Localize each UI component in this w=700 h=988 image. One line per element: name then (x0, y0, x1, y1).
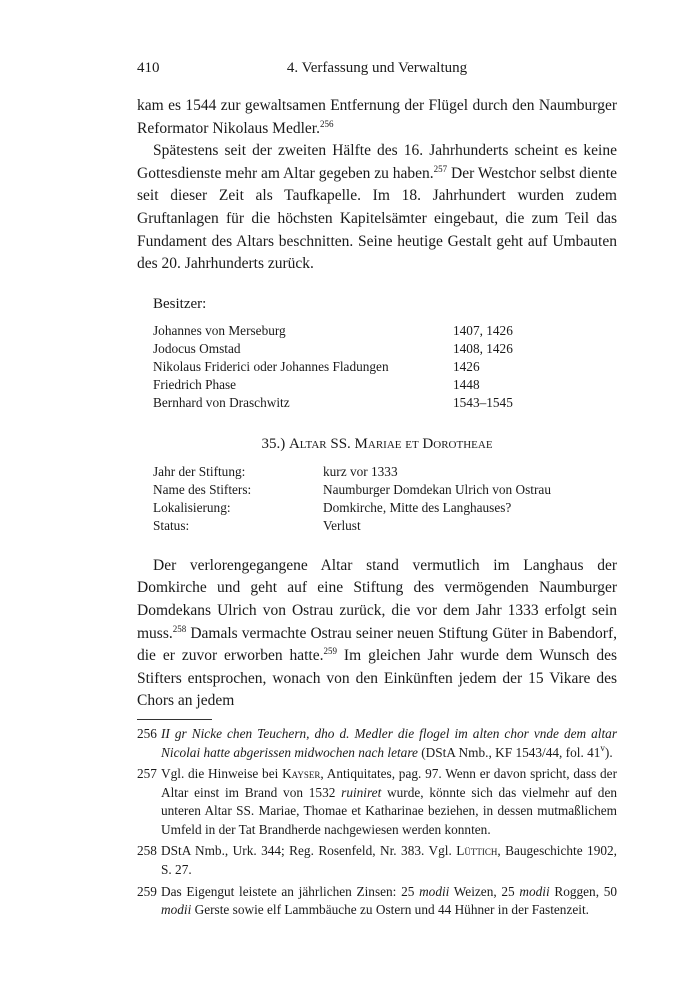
footnote-text-part: Roggen, 50 (549, 883, 618, 899)
italic-term: modii (519, 883, 550, 899)
footnote-259 (137, 883, 617, 920)
verso-mark: v (600, 742, 605, 753)
footnote-text-part: Gerste sowie elf Lammbäuche zu Ostern und 44 Hühner in der Fastenzeit. (191, 902, 589, 918)
fact-row (153, 517, 617, 535)
footnote-number: 258 (137, 843, 157, 859)
paragraph-text: Der verlorengegangene Altar stand vermutlich im Langhaus der Domkirche und geht auf eine Stiftung des vermögenden Naumburger Domdekans Ulrich von Ostrau zurück, die vor dem Jahr 1333 erfolgt sein muss. (137, 556, 617, 642)
footnote-ref-258[interactable]: 258 (172, 623, 187, 634)
fact-label: Status: (153, 517, 190, 533)
fact-value: Domkirche, Mitte des Langhauses? (323, 499, 512, 515)
owner-name: Johannes von Merseburg (153, 322, 286, 338)
page-number: 410 (137, 60, 160, 76)
footnote-256 (137, 725, 617, 762)
fact-value: Naumburger Domdekan Ulrich von Ostrau (323, 481, 551, 497)
footnote-ref-257[interactable]: 257 (433, 163, 448, 174)
footnote-ref-256[interactable]: 256 (319, 118, 334, 129)
italic-term: ruiniret (341, 784, 382, 800)
quoted-source-text: II gr Nicke chen Teuchern, dho d. Medler die flogel im alten chor vnde dem altar Nicolai hatte abgerissen midwochen nach letare (161, 725, 617, 760)
fact-value: Verlust (323, 517, 361, 533)
body-text (137, 95, 617, 923)
owner-years: 1407, 1426 (453, 322, 513, 338)
footnote-number: 259 (137, 883, 157, 899)
fact-row (153, 481, 617, 499)
paragraph-text: Der Westchor selbst diente seit dieser Zeit als Taufkapelle. Im 18. Jahrhundert wurden zudem Gruftanlagen für die höchsten Kapitelsämter eingebaut, die zum Teil das Fundament des Altars beschnitten. Seine heutige Gestalt geht auf Umbauten des 20. Jahrhunderts zurück. (137, 164, 617, 273)
owner-name: Friedrich Phase (153, 376, 237, 392)
fact-value: kurz vor 1333 (323, 463, 398, 479)
footnote-text-part: ). (604, 744, 613, 760)
fact-label: Lokalisierung: (153, 499, 231, 515)
footnote-text (161, 725, 617, 762)
paragraph-text: Damals vermachte Ostrau seiner neuen Stiftung Güter in Babendorf, die er zuvor erworben hatte. (137, 624, 617, 665)
footnote-number: 257 (137, 766, 157, 782)
fact-row (153, 499, 617, 517)
footnote-text (161, 765, 617, 839)
spacer (137, 535, 617, 555)
paragraph-text: Spätestens seit der zweiten Hälfte des 16. Jahrhunderts scheint es keine Gottesdienste mehr am Altar gegeben zu haben. (137, 142, 617, 182)
owner-row (153, 394, 617, 412)
paragraph-text: Im gleichen Jahr wurde dem Wunsch des Stifters entsprochen, wonach von den Einkünften jedem der 15 Vikare des Chors an jedem (137, 647, 617, 710)
footnote-text (161, 842, 617, 879)
footnote-text-part: , Baugeschichte 1902, S. 27. (161, 843, 617, 878)
section-number: 35.) (261, 435, 286, 452)
owner-row (153, 340, 617, 358)
owner-name: Jodocus Omstad (153, 340, 241, 356)
fact-label: Name des Stifters: (153, 481, 252, 497)
footnote-rule (137, 719, 212, 720)
footnote-text-part: , Antiquitates, pag. 97. Wenn er davon spricht, dass der Altar einst im Brand von 1532 (161, 766, 617, 800)
altar-facts (153, 463, 617, 535)
footnote-text (161, 883, 617, 920)
paragraph-3 (137, 555, 617, 713)
italic-term: modii (161, 902, 192, 918)
footnote-text-part: Weizen, 25 (449, 883, 520, 899)
owners-list (153, 322, 617, 412)
owner-name: Nikolaus Friderici oder Johannes Fladungen (153, 358, 389, 374)
footnote-257 (137, 765, 617, 839)
paragraph-2 (137, 140, 617, 276)
footnotes (137, 725, 617, 920)
fact-row (153, 463, 617, 481)
paragraph-1 (137, 95, 617, 140)
footnote-text-part: Das Eigengut leistete an jährlichen Zinsen: 25 (161, 883, 420, 899)
paragraph-text: kam es 1544 zur gewaltsamen Entfernung der Flügel durch den Naumburger Reformator Nikolaus Medler. (137, 97, 617, 137)
section-heading (137, 436, 617, 453)
owner-row (153, 376, 617, 394)
footnote-number: 256 (137, 725, 157, 741)
page-header (137, 60, 617, 84)
footnote-258 (137, 842, 617, 879)
author-name: Kayser (282, 766, 321, 782)
footnote-text-part: Vgl. die Hinweise bei (161, 766, 283, 782)
fact-label: Jahr der Stiftung: (153, 463, 246, 479)
owners-heading: Besitzer: (153, 295, 207, 312)
owner-row (153, 322, 617, 340)
author-name: Lüttich (456, 843, 498, 859)
owner-years: 1408, 1426 (453, 340, 513, 356)
section-title: Altar SS. Mariae et Dorotheae (288, 435, 493, 452)
owner-row (153, 358, 617, 376)
italic-term: modii (419, 883, 450, 899)
owner-name: Bernhard von Draschwitz (153, 394, 290, 410)
owner-years: 1543–1545 (453, 394, 513, 410)
footnote-text-part: (DStA Nmb., KF 1543/44, fol. 41 (417, 744, 601, 760)
running-head: 4. Verfassung und Verwaltung (286, 60, 468, 76)
owner-years: 1426 (453, 358, 480, 374)
owner-years: 1448 (453, 376, 480, 392)
footnote-ref-259[interactable]: 259 (323, 646, 337, 657)
footnote-text-part: wurde, könnte sich das vielmehr auf den unteren Altar SS. Mariae, Thomae et Katharinae beziehen, in dessen mutmaßlichem Umfeld in der Tat Brandherde nachgewiesen werden konnten. (161, 784, 618, 837)
footnote-text-part: DStA Nmb., Urk. 344; Reg. Rosenfeld, Nr. 383. Vgl. (161, 843, 457, 859)
